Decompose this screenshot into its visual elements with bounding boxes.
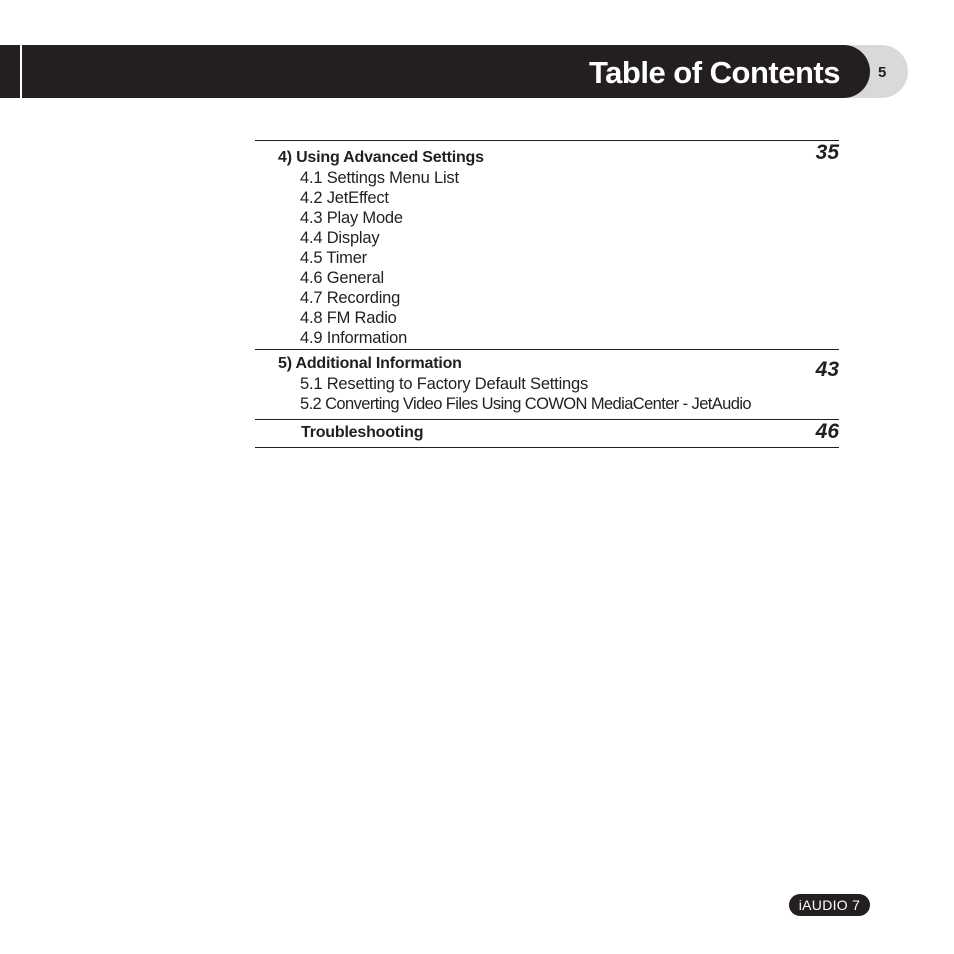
toc-section-additional-information [255, 350, 839, 419]
toc-item[interactable]: 4.9 Information [300, 329, 408, 347]
section-title[interactable]: 5) Additional Information [278, 355, 462, 372]
table-of-contents [255, 140, 839, 448]
toc-section-troubleshooting [255, 420, 839, 447]
toc-item[interactable]: 4.5 Timer [300, 249, 367, 267]
header-notch [20, 45, 22, 98]
page-number: 5 [878, 64, 887, 81]
header-bar [0, 45, 870, 98]
section-title[interactable]: 4) Using Advanced Settings [278, 149, 484, 166]
page-title: Table of Contents [589, 55, 840, 90]
toc-item[interactable]: 4.8 FM Radio [300, 309, 397, 327]
toc-item[interactable]: 4.6 General [300, 269, 385, 287]
divider [255, 447, 839, 448]
toc-item[interactable]: 4.7 Recording [300, 289, 401, 307]
toc-item[interactable]: 4.3 Play Mode [300, 209, 403, 227]
toc-item[interactable]: 5.1 Resetting to Factory Default Settings [300, 375, 589, 393]
section-title[interactable]: Troubleshooting [301, 424, 424, 441]
toc-item[interactable]: 5.2 Converting Video Files Using COWON MediaCenter - JetAudio [300, 395, 751, 413]
section-page-number[interactable]: 35 [815, 141, 839, 164]
toc-section-advanced-settings [255, 141, 839, 349]
section-page-number[interactable]: 46 [815, 420, 839, 443]
product-badge: iAUDIO 7 [789, 894, 870, 916]
section-page-number[interactable]: 43 [815, 358, 839, 381]
toc-item[interactable]: 4.1 Settings Menu List [300, 169, 459, 187]
toc-item[interactable]: 4.2 JetEffect [300, 189, 389, 207]
toc-item[interactable]: 4.4 Display [300, 229, 380, 247]
